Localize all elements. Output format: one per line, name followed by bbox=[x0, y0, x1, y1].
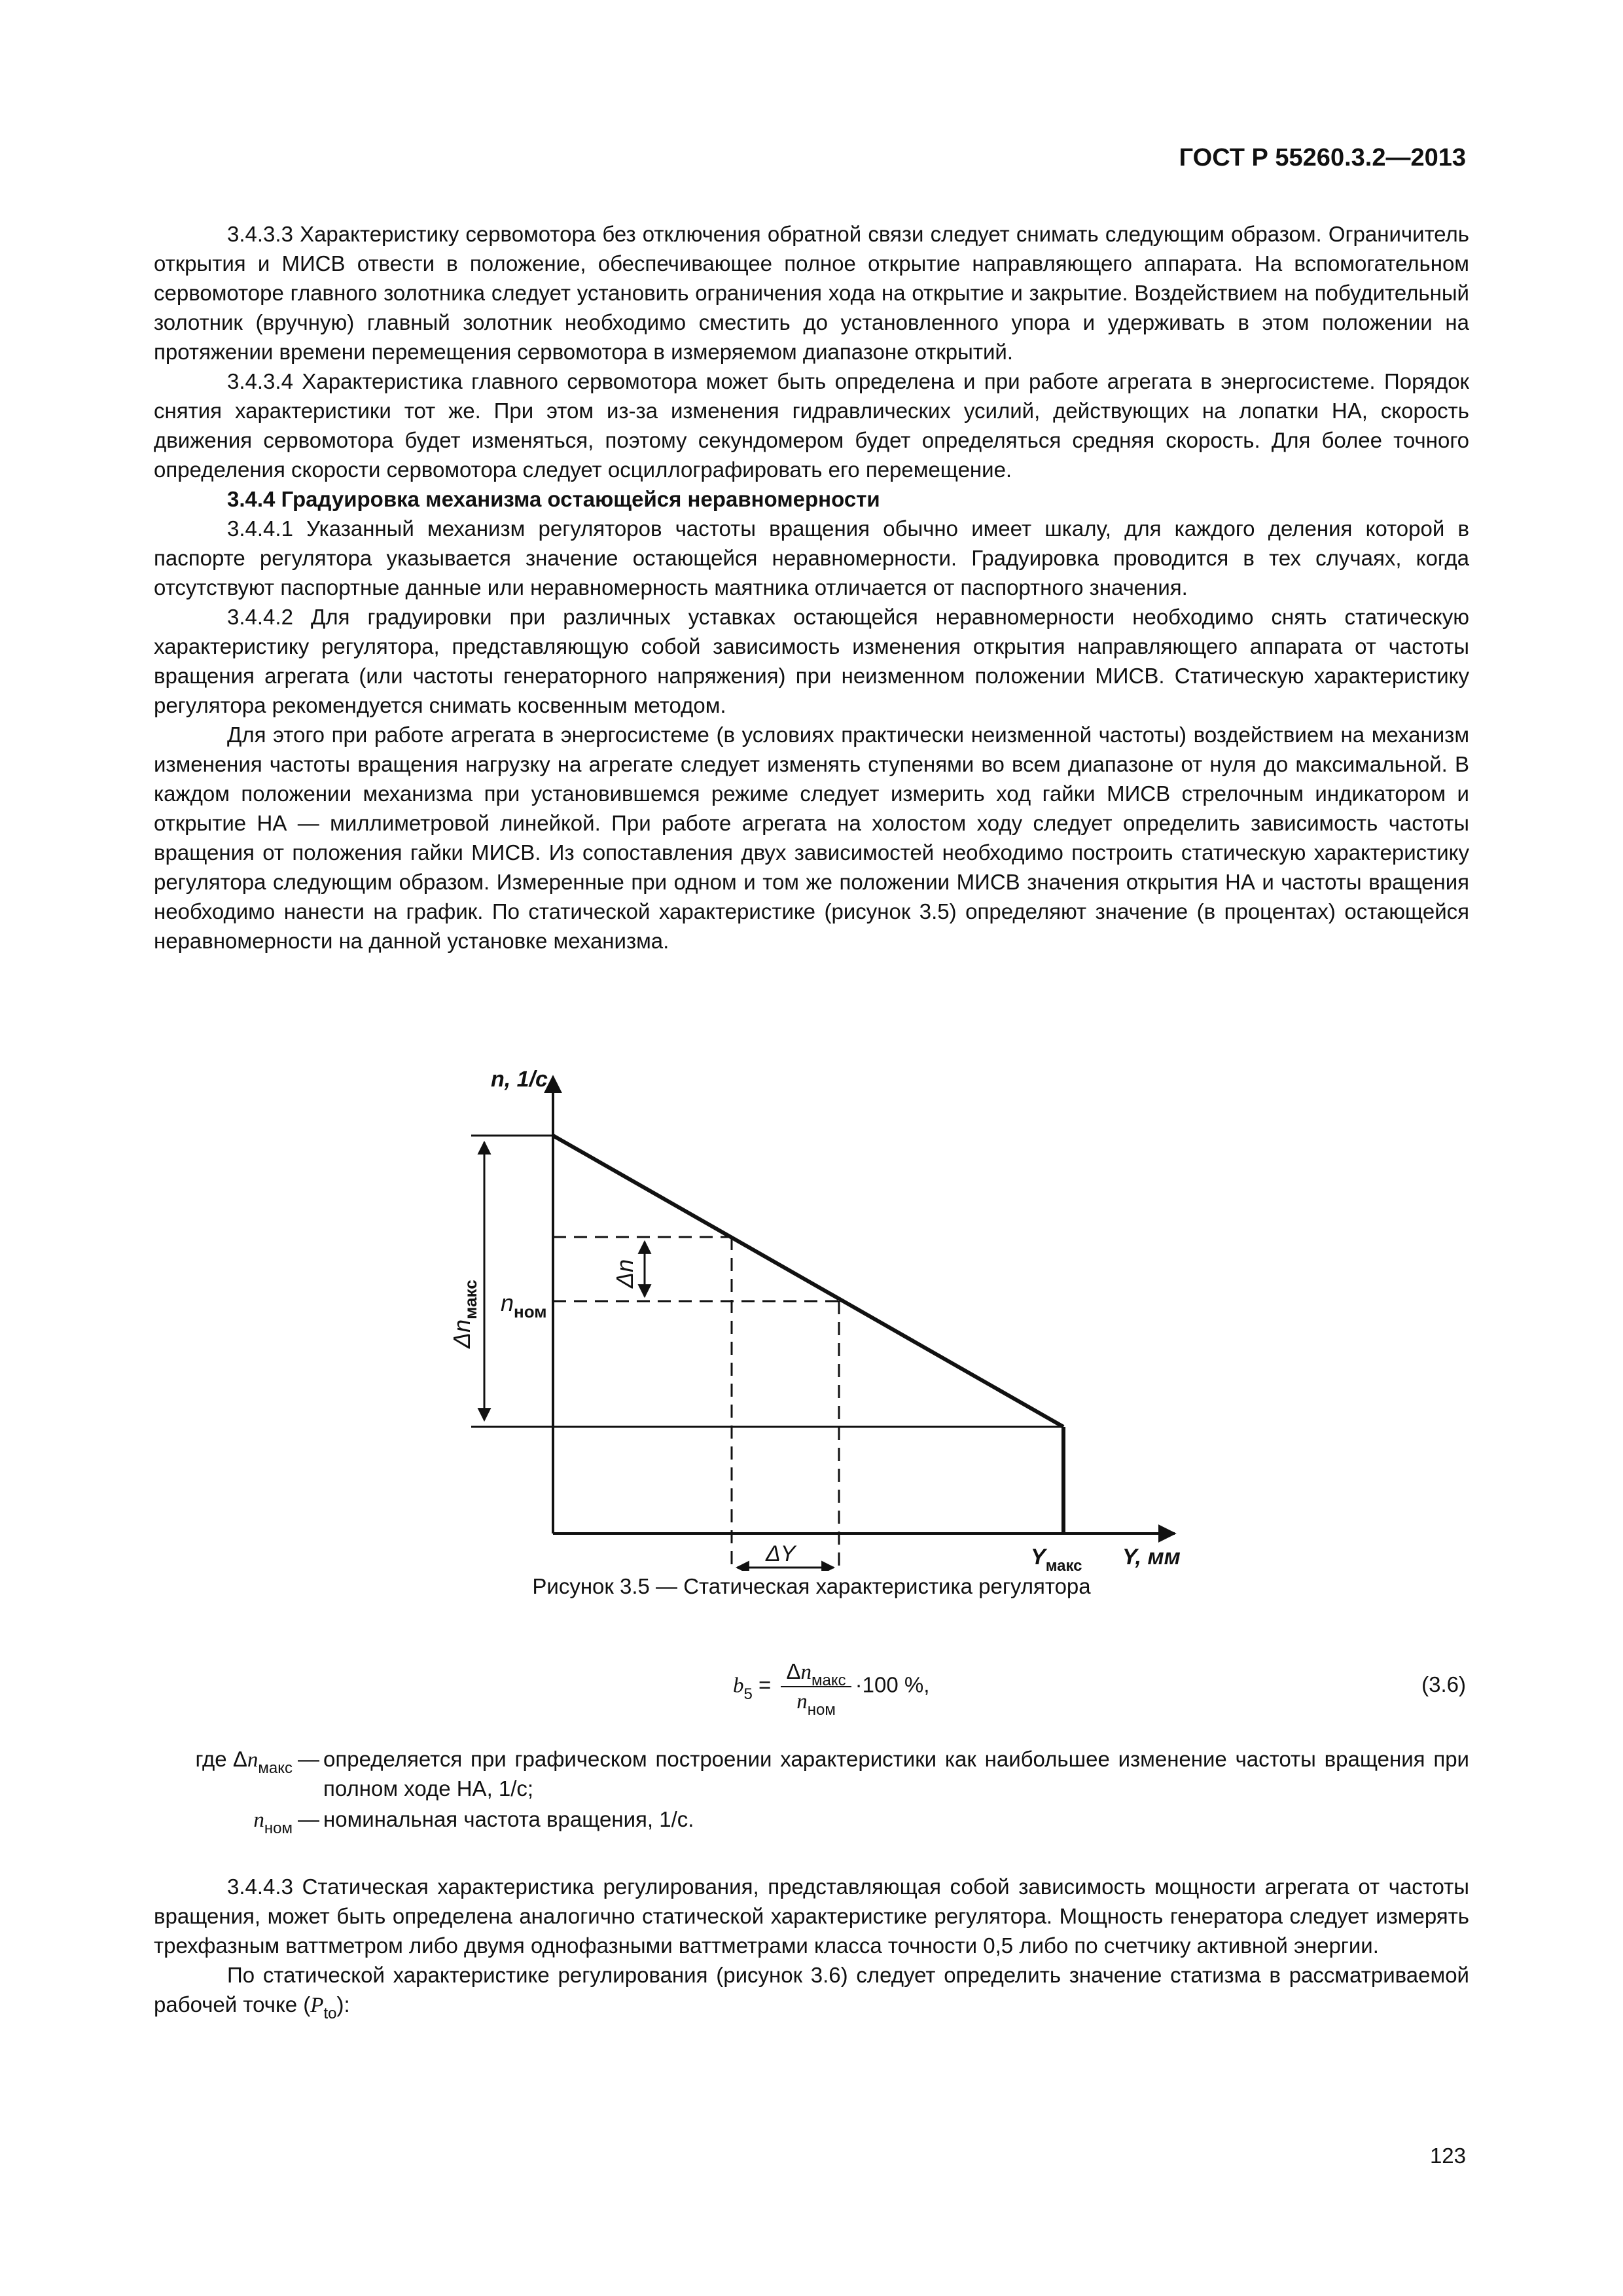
document-header-code: ГОСТ Р 55260.3.2—2013 bbox=[1179, 144, 1466, 171]
paragraph-3-4-4-3: 3.4.4.3 Статическая характеристика регулирования, представляющая собой зависимость мощности агрегата от частоты вращения, может быть определена аналогично статической характеристике регулятора. Мощность генератора следует измерять трехфазным ваттметром либо двумя однофазными ваттметрами класса точности 0,5 либо по счетчику активной энергии. bbox=[154, 1874, 1469, 1958]
figure-caption: Рисунок 3.5 — Статическая характеристика регулятора bbox=[532, 1574, 1091, 1598]
dn-max-label: $\Delta n_{макс}$ bbox=[448, 1280, 480, 1348]
dn-label: Δn bbox=[611, 1259, 638, 1288]
paragraph-3-4-3-4: 3.4.3.4 Характеристика главного сервомотора может быть определена и при работе агрегата в энергосистеме. Порядок снятия характеристики тот же. При этом из-за изменения гидравлических усилий, действующих на лопатки НА, скорость движения сервомотора будет изменяться, поэтому секундомером будет определяться средняя скорость. Для более точного определения скорости сервомотора следует осциллографировать его перемещение. bbox=[154, 369, 1469, 482]
figure-3-5-static-characteristic bbox=[393, 1047, 1309, 1571]
body-text-top bbox=[154, 219, 1469, 956]
where-row-n-nom: $n_{ном}$ — номинальная частота вращения, 1/с. bbox=[253, 1807, 694, 1837]
section-heading-3-4-4: 3.4.4 Градуировка механизма остающейся неравномерности bbox=[227, 487, 880, 511]
body-text-bottom bbox=[154, 1872, 1469, 2022]
formula-fraction: $\frac{\Delta n_{макс}}{n_{ном}}$ bbox=[781, 1659, 851, 1714]
paragraph-3-4-4-1: 3.4.4.1 Указанный механизм регуляторов частоты вращения обычно имеет шкалу, для каждого деления которой в паспорте регулятора указывается значение остающейся неравномерности. Градуировка проводится в тех случаях, когда отсутствуют паспортные данные или неравномерность маятника отличается от паспортного значения. bbox=[154, 516, 1469, 600]
x-axis-label: Y, мм bbox=[1122, 1545, 1181, 1570]
page-number: 123 bbox=[1429, 2144, 1466, 2168]
where-block bbox=[154, 1744, 1469, 1838]
dy-label: ΔY bbox=[766, 1541, 796, 1566]
formula-number: (3.6) bbox=[1421, 1672, 1466, 1696]
ymax-label: $Y_{макс}$ bbox=[1031, 1545, 1082, 1571]
n-nom-label: $n_{ном}$ bbox=[501, 1289, 547, 1321]
y-axis-label: n, 1/с bbox=[491, 1067, 548, 1092]
paragraph-3-4-3-3: 3.4.3.3 Характеристику сервомотора без отключения обратной связи следует снимать следующим образом. Ограничитель открытия и МИСВ отвести в положение, обеспечивающее полное открытие направляющего аппарата. На вспомогательном сервомоторе главного золотника следует установить ограничения хода на открытие и закрытие. Воздействием на побудительный золотник (вручную) главный золотник необходимо сместить до установленного упора и удерживать в этом положении на протяжении времени перемещения сервомотора в измеряемом диапазоне открытий. bbox=[154, 222, 1469, 364]
paragraph-method: Для этого при работе агрегата в энергосистеме (в условиях практически неизменной частоты) воздействием на механизм изменения частоты вращения нагрузку на агрегате следует изменять ступенями во всем диапазоне от нуля до максимальной. В каждом положении механизма при установившемся режиме следует измерить ход гайки МИСВ стрелочным индикатором и открытие НА — миллиметровой линейкой. При работе агрегата на холостом ходу следует определить зависимость частоты вращения от положения гайки МИСВ. Из сопоставления двух зависимостей необходимо построить статическую характеристику регулятора следующим образом. Измеренные при одном и том же положении МИСВ значения открытия НА и частоты вращения необходимо нанести на график. По статической характеристике (рисунок 3.5) определяют значение (в процентах) остающейся неравномерности на данной установке механизма. bbox=[154, 723, 1469, 953]
where-row-dn-max: где $\Delta n_{макс}$ — определяется при графическом построении характеристики как наибольшее изменение частоты вращения при полном ходе НА, 1/с; bbox=[195, 1747, 1469, 1801]
formula-3-6: $b_5$ = $\frac{\Delta n_{макс}}{n_{ном}}$ ·100 %, bbox=[733, 1659, 930, 1719]
paragraph-statism: По статической характеристике регулирования (рисунок 3.6) следует определить значение статизма в рассматриваемой рабочей точке $(P_{to})$: bbox=[154, 1963, 1469, 2022]
paragraph-3-4-4-2: 3.4.4.2 Для градуировки при различных уставках остающейся неравномерности необходимо снять статическую характеристику регулятора, представляющую собой зависимость изменения открытия направляющего аппарата от частоты вращения агрегата (или частоты генераторного напряжения) при неизменном положении МИСВ. Статическую характеристику регулятора рекомендуется снимать косвенным методом. bbox=[154, 605, 1469, 717]
